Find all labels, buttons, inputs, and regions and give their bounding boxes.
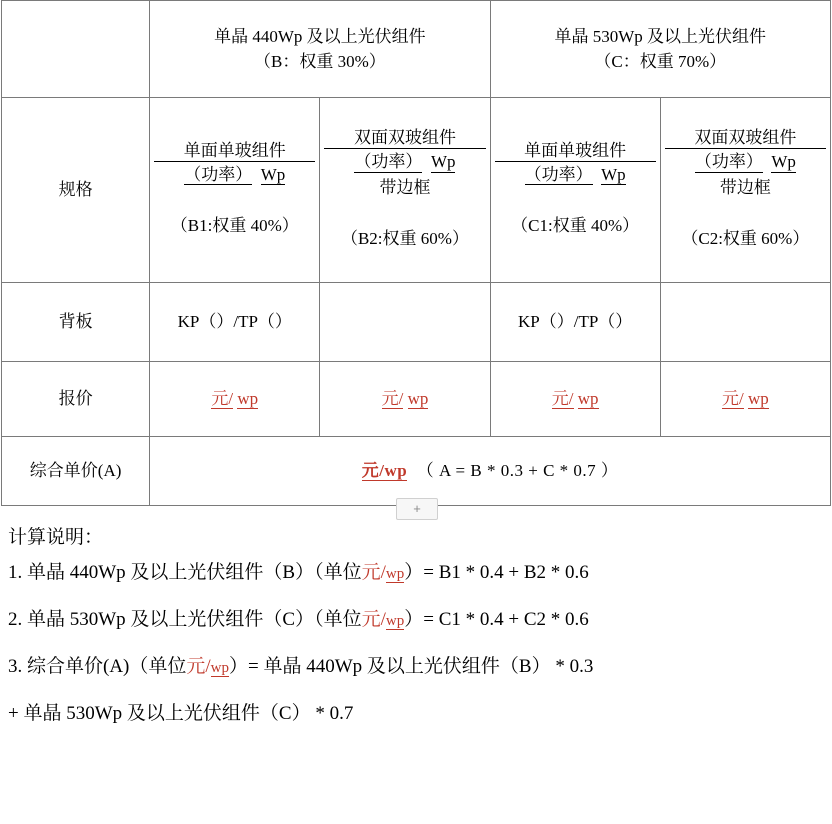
spec-cell-b1-line1: 单面单玻组件 — [154, 141, 315, 162]
spec-cell-b2-line1: 双面双玻组件 — [324, 128, 485, 149]
price-unit-suffix-b2: wp — [407, 389, 429, 409]
group-header-b-line1: 单晶 440Wp 及以上光伏组件 — [214, 26, 426, 46]
total-price-unit: 元/wp — [361, 461, 408, 481]
price-unit-prefix-c1: 元/ — [551, 389, 574, 409]
note-1-text-a: 1. 单晶 440Wp 及以上光伏组件（B）（单位 — [8, 561, 362, 583]
table-row — [2, 437, 831, 506]
price-unit-prefix-b1: 元/ — [211, 389, 234, 409]
spec-cell-c1-line1: 单面单玻组件 — [495, 141, 656, 162]
backsheet-value-b1[interactable]: KP（）/TP（） — [150, 283, 320, 362]
row-label-backsheet: 背板 — [2, 283, 150, 362]
group-header-c-line1: 单晶 530Wp 及以上光伏组件 — [554, 26, 767, 46]
note-2-text-a: 2. 单晶 530Wp 及以上光伏组件（C）（单位 — [8, 608, 362, 630]
price-unit-suffix-c1: wp — [577, 389, 599, 409]
note-1-unit-prefix: 元/ — [361, 561, 386, 583]
price-value-b1[interactable] — [150, 362, 320, 437]
group-header-b-line2: （B：权重 30%） — [253, 52, 386, 71]
spec-cell-c2-line3: 带边框 — [719, 177, 771, 197]
table-row — [2, 98, 831, 283]
spec-cell-b2-line3: 带边框 — [379, 177, 431, 197]
note-item-2 — [8, 610, 832, 631]
spec-cell-c1 — [490, 98, 660, 283]
row-label-spec: 规格 — [2, 98, 150, 283]
spec-cell-b2-weight: （B2:权重 60%） — [340, 229, 469, 249]
note-3-unit-prefix: 元/ — [186, 655, 211, 677]
note-3-unit-suffix: wp — [210, 659, 230, 676]
note-1-text-b: ）= B1 * 0.4 + B2 * 0.6 — [404, 561, 589, 583]
backsheet-value-c2[interactable] — [660, 283, 830, 362]
spec-cell-b2-line2: （功率） — [354, 152, 423, 172]
price-unit-prefix-c2: 元/ — [721, 389, 744, 409]
price-value-c1[interactable] — [490, 362, 660, 437]
note-2-unit-suffix: wp — [385, 612, 405, 629]
corner-blank-cell — [2, 1, 150, 98]
note-3-text-a: 3. 综合单价(A)（单位 — [8, 655, 187, 677]
note-item-1 — [8, 563, 832, 584]
spec-cell-c2-line2: （功率） — [694, 152, 763, 172]
calculation-notes — [6, 528, 832, 724]
note-2-text-b: ）= C1 * 0.4 + C2 * 0.6 — [404, 608, 589, 630]
row-label-total-price: 综合单价(A) — [2, 437, 150, 506]
spec-cell-c1-line2: （功率） — [524, 164, 593, 184]
backsheet-value-b2[interactable] — [320, 283, 490, 362]
notes-title: 计算说明： — [8, 527, 104, 548]
spec-cell-c2-line1: 双面双玻组件 — [665, 128, 826, 149]
table-row — [2, 362, 831, 437]
group-header-c-line2: （C：权重 70%） — [594, 52, 727, 71]
total-price-expression: （ A = B * 0.3 + C * 0.7 ） — [416, 461, 619, 481]
spec-cell-c2-unit: Wp — [771, 152, 796, 172]
spec-cell-c2 — [660, 98, 830, 283]
spec-cell-c1-unit: Wp — [601, 164, 626, 184]
spec-cell-b1-weight: （B1:权重 40%） — [170, 216, 299, 236]
table-row — [2, 283, 831, 362]
quotation-table — [1, 0, 831, 506]
note-item-3 — [8, 657, 832, 678]
price-unit-suffix-b1: wp — [237, 389, 259, 409]
table-row — [2, 1, 831, 98]
price-value-c2[interactable] — [660, 362, 830, 437]
spec-cell-b2-unit: Wp — [430, 152, 456, 172]
price-value-b2[interactable] — [320, 362, 490, 437]
spec-cell-c2-weight: （C2:权重 60%） — [681, 229, 810, 249]
note-2-unit-prefix: 元/ — [361, 608, 386, 630]
note-1-unit-suffix: wp — [385, 565, 405, 582]
add-row-handle-icon[interactable]: + — [396, 498, 438, 520]
group-header-c — [490, 1, 830, 98]
note-item-3-continued: + 单晶 530Wp 及以上光伏组件（C） * 0.7 — [8, 702, 354, 724]
row-label-price: 报价 — [2, 362, 150, 437]
group-header-b — [150, 1, 490, 98]
spec-cell-c1-weight: （C1:权重 40%） — [511, 216, 640, 236]
spec-cell-b1-unit: Wp — [260, 164, 286, 184]
note-3-text-b: ）= 单晶 440Wp 及以上光伏组件（B） * 0.3 — [229, 655, 594, 677]
total-price-formula[interactable] — [150, 437, 831, 506]
spec-cell-b1 — [150, 98, 320, 283]
spec-cell-b2 — [320, 98, 490, 283]
price-unit-prefix-b2: 元/ — [381, 389, 404, 409]
backsheet-value-c1[interactable]: KP（）/TP（） — [490, 283, 660, 362]
spec-cell-b1-line2: （功率） — [184, 164, 253, 184]
price-unit-suffix-c2: wp — [747, 389, 769, 409]
